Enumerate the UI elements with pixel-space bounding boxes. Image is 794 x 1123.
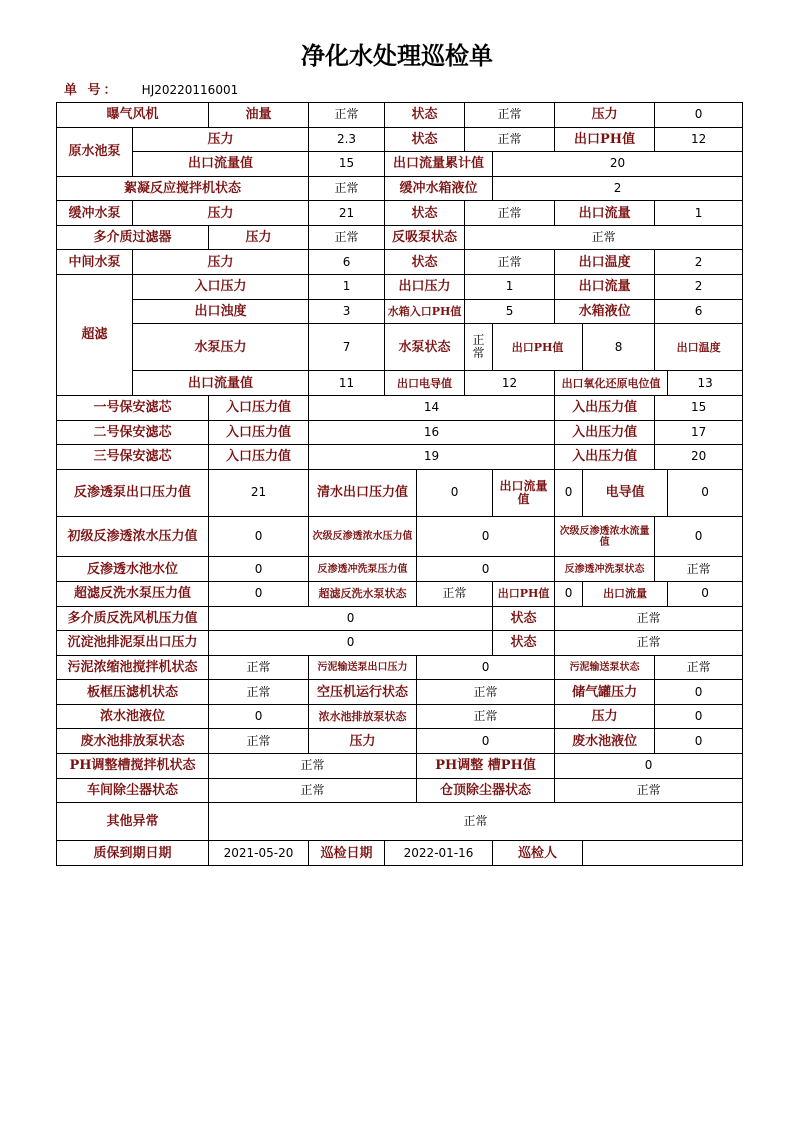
label: 初级反渗透浓水压力值 <box>57 517 209 557</box>
label: 反渗透冲洗泵压力值 <box>309 557 417 582</box>
label: 压力 <box>133 250 309 275</box>
value: 正常 <box>465 225 743 250</box>
label: 一号保安滤芯 <box>57 396 209 421</box>
value: 0 <box>417 557 555 582</box>
value: 0 <box>668 582 743 607</box>
value: 正常 <box>465 201 555 226</box>
value: 0 <box>555 469 583 516</box>
row-waste-pool <box>57 729 743 754</box>
label: 沉淀池排泥泵出口压力 <box>57 631 209 656</box>
value: 0 <box>555 582 583 607</box>
value: 12 <box>655 127 743 152</box>
label: 板框压滤机状态 <box>57 680 209 705</box>
row-sec-filter-1 <box>57 396 743 421</box>
value: 正常 <box>465 250 555 275</box>
value: 正常 <box>465 103 555 128</box>
label: 浓水池液位 <box>57 704 209 729</box>
value: 正常 <box>417 680 555 705</box>
value: 正常 <box>655 655 743 680</box>
label: 入口压力 <box>133 274 309 299</box>
value: 正常 <box>417 704 555 729</box>
row-aeration <box>57 103 743 128</box>
value: 13 <box>668 371 743 396</box>
label: 电导值 <box>583 469 668 516</box>
row-uf-3 <box>57 324 743 371</box>
row-uf-1 <box>57 274 743 299</box>
label: 压力 <box>555 704 655 729</box>
value: 21 <box>309 201 385 226</box>
value: 正常 <box>417 582 493 607</box>
value: 7 <box>309 324 385 371</box>
row-ro-3 <box>57 557 743 582</box>
section-raw-pump: 原水池泵 <box>57 127 133 176</box>
doc-number-value: HJ20220116001 <box>141 83 239 97</box>
label: 压力 <box>133 201 309 226</box>
label: 入出压力值 <box>555 420 655 445</box>
row-buffer-pump <box>57 201 743 226</box>
label: 状态 <box>385 250 465 275</box>
label: PH调整 槽PH值 <box>417 753 555 778</box>
value: 正常 <box>209 680 309 705</box>
label: 状态 <box>493 631 555 656</box>
label: 絮凝反应搅拌机状态 <box>57 176 309 201</box>
label: 清水出口压力值 <box>309 469 417 516</box>
label: 出口PH值 <box>493 324 583 371</box>
value: 正常 <box>655 557 743 582</box>
label: 污泥输送泵出口压力 <box>309 655 417 680</box>
label: 水箱入口PH值 <box>385 299 465 324</box>
value: 0 <box>655 103 743 128</box>
value: 2 <box>655 250 743 275</box>
label: 废水池排放泵状态 <box>57 729 209 754</box>
value: 正常 <box>555 606 743 631</box>
value: 0 <box>417 729 555 754</box>
row-ro-2 <box>57 517 743 557</box>
row-other <box>57 803 743 841</box>
label: 状态 <box>385 103 465 128</box>
row-conc-pool <box>57 704 743 729</box>
row-multi-filter <box>57 225 743 250</box>
label: 压力 <box>133 127 309 152</box>
label: 三号保安滤芯 <box>57 445 209 470</box>
value: 5 <box>465 299 555 324</box>
row-uf-4 <box>57 371 743 396</box>
value: 正常 <box>309 176 385 201</box>
value: 0 <box>209 517 309 557</box>
value: 0 <box>555 753 743 778</box>
value: 6 <box>655 299 743 324</box>
label: 出口流量 <box>555 274 655 299</box>
value: 0 <box>209 582 309 607</box>
label: 仓顶除尘器状态 <box>417 778 555 803</box>
row-flocculation <box>57 176 743 201</box>
value: 0 <box>417 655 555 680</box>
label: 压力 <box>555 103 655 128</box>
doc-number <box>64 79 238 98</box>
label: 超滤反洗水泵状态 <box>309 582 417 607</box>
label: 浓水池排放泵状态 <box>309 704 417 729</box>
value: 12 <box>465 371 555 396</box>
row-raw-pump-2 <box>57 152 743 177</box>
label: 出口温度 <box>555 250 655 275</box>
value: 正常 <box>209 753 417 778</box>
label: 出口电导值 <box>385 371 465 396</box>
label: 出口氧化还原电位值 <box>555 371 668 396</box>
label: 入出压力值 <box>555 445 655 470</box>
value: 11 <box>309 371 385 396</box>
label: PH调整槽搅拌机状态 <box>57 753 209 778</box>
label: 废水池液位 <box>555 729 655 754</box>
value: 1 <box>309 274 385 299</box>
value: 1 <box>655 201 743 226</box>
value: 正常 <box>309 225 385 250</box>
value: 1 <box>465 274 555 299</box>
value: 正常 <box>465 127 555 152</box>
label: 压力 <box>209 225 309 250</box>
value: 14 <box>309 396 555 421</box>
label: 二号保安滤芯 <box>57 420 209 445</box>
section-buffer-pump: 缓冲水泵 <box>57 201 133 226</box>
label: 出口流量累计值 <box>385 152 493 177</box>
value: 正常 <box>555 778 743 803</box>
value: 正常 <box>209 729 309 754</box>
label: 压力 <box>309 729 417 754</box>
label: 出口温度 <box>655 324 743 371</box>
value: 16 <box>309 420 555 445</box>
value: 20 <box>655 445 743 470</box>
label: 超滤反洗水泵压力值 <box>57 582 209 607</box>
label: 次级反渗透浓水压力值 <box>309 517 417 557</box>
value: 0 <box>655 680 743 705</box>
value: 19 <box>309 445 555 470</box>
row-filter-press <box>57 680 743 705</box>
label: 反渗透水池水位 <box>57 557 209 582</box>
value: 0 <box>655 704 743 729</box>
row-multi-backwash <box>57 606 743 631</box>
label: 出口PH值 <box>493 582 555 607</box>
value: 0 <box>668 469 743 516</box>
row-mid-pump <box>57 250 743 275</box>
label: 入出压力值 <box>555 396 655 421</box>
value: 2 <box>493 176 743 201</box>
section-uf: 超滤 <box>57 274 133 395</box>
value: 0 <box>209 631 493 656</box>
label: 状态 <box>385 127 465 152</box>
label: 巡检人 <box>493 841 583 866</box>
label: 出口压力 <box>385 274 465 299</box>
value: 正常 <box>209 803 743 841</box>
label: 空压机运行状态 <box>309 680 417 705</box>
value: 0 <box>655 729 743 754</box>
row-ph-tank <box>57 753 743 778</box>
label: 次级反渗透浓水流量值 <box>555 517 655 557</box>
label: 入口压力值 <box>209 445 309 470</box>
label: 缓冲水箱液位 <box>385 176 493 201</box>
section-aeration: 曝气风机 <box>57 103 209 128</box>
inspection-date: 2022-01-16 <box>385 841 493 866</box>
label: 反吸泵状态 <box>385 225 465 250</box>
value: 正常 <box>555 631 743 656</box>
section-multi-filter: 多介质过滤器 <box>57 225 209 250</box>
label: 入口压力值 <box>209 396 309 421</box>
label: 出口浊度 <box>133 299 309 324</box>
label: 水泵状态 <box>385 324 465 371</box>
value: 17 <box>655 420 743 445</box>
label: 状态 <box>385 201 465 226</box>
row-raw-pump-1 <box>57 127 743 152</box>
row-uf-backwash <box>57 582 743 607</box>
label: 储气罐压力 <box>555 680 655 705</box>
label: 出口流量值 <box>133 152 309 177</box>
row-sediment <box>57 631 743 656</box>
value: 0 <box>417 469 493 516</box>
row-sec-filter-2 <box>57 420 743 445</box>
label: 质保到期日期 <box>57 841 209 866</box>
value: 正常 <box>309 103 385 128</box>
inspection-table <box>56 102 742 866</box>
doc-number-label: 单 号： <box>64 83 120 98</box>
label: 污泥浓缩池搅拌机状态 <box>57 655 209 680</box>
label: 出口流量值 <box>493 469 555 516</box>
value: 20 <box>493 152 743 177</box>
value: 6 <box>309 250 385 275</box>
label: 反渗透泵出口压力值 <box>57 469 209 516</box>
label: 水泵压力 <box>133 324 309 371</box>
value: 15 <box>309 152 385 177</box>
value: 正常 <box>209 778 417 803</box>
value: 正常 <box>465 324 493 371</box>
value: 8 <box>583 324 655 371</box>
label: 入口压力值 <box>209 420 309 445</box>
value: 3 <box>309 299 385 324</box>
row-dust <box>57 778 743 803</box>
label: 出口流量值 <box>133 371 309 396</box>
section-mid-pump: 中间水泵 <box>57 250 133 275</box>
label: 出口流量 <box>555 201 655 226</box>
warranty-date: 2021-05-20 <box>209 841 309 866</box>
value: 0 <box>209 704 309 729</box>
label: 出口流量 <box>583 582 668 607</box>
label: 状态 <box>493 606 555 631</box>
row-sludge <box>57 655 743 680</box>
label: 多介质反洗风机压力值 <box>57 606 209 631</box>
page-title: 净化水处理巡检单 <box>301 41 493 70</box>
row-uf-2 <box>57 299 743 324</box>
value: 21 <box>209 469 309 516</box>
label: 污泥输送泵状态 <box>555 655 655 680</box>
value: 2.3 <box>309 127 385 152</box>
label: 巡检日期 <box>309 841 385 866</box>
value: 0 <box>417 517 555 557</box>
label: 车间除尘器状态 <box>57 778 209 803</box>
row-footer <box>57 841 743 866</box>
row-sec-filter-3 <box>57 445 743 470</box>
value: 15 <box>655 396 743 421</box>
inspector-name <box>583 841 743 866</box>
label: 水箱液位 <box>555 299 655 324</box>
value: 0 <box>209 557 309 582</box>
value: 正常 <box>209 655 309 680</box>
label: 油量 <box>209 103 309 128</box>
value: 2 <box>655 274 743 299</box>
value: 0 <box>655 517 743 557</box>
label: 其他异常 <box>57 803 209 841</box>
row-ro-1 <box>57 469 743 516</box>
label: 出口PH值 <box>555 127 655 152</box>
label: 反渗透冲洗泵状态 <box>555 557 655 582</box>
value: 0 <box>209 606 493 631</box>
